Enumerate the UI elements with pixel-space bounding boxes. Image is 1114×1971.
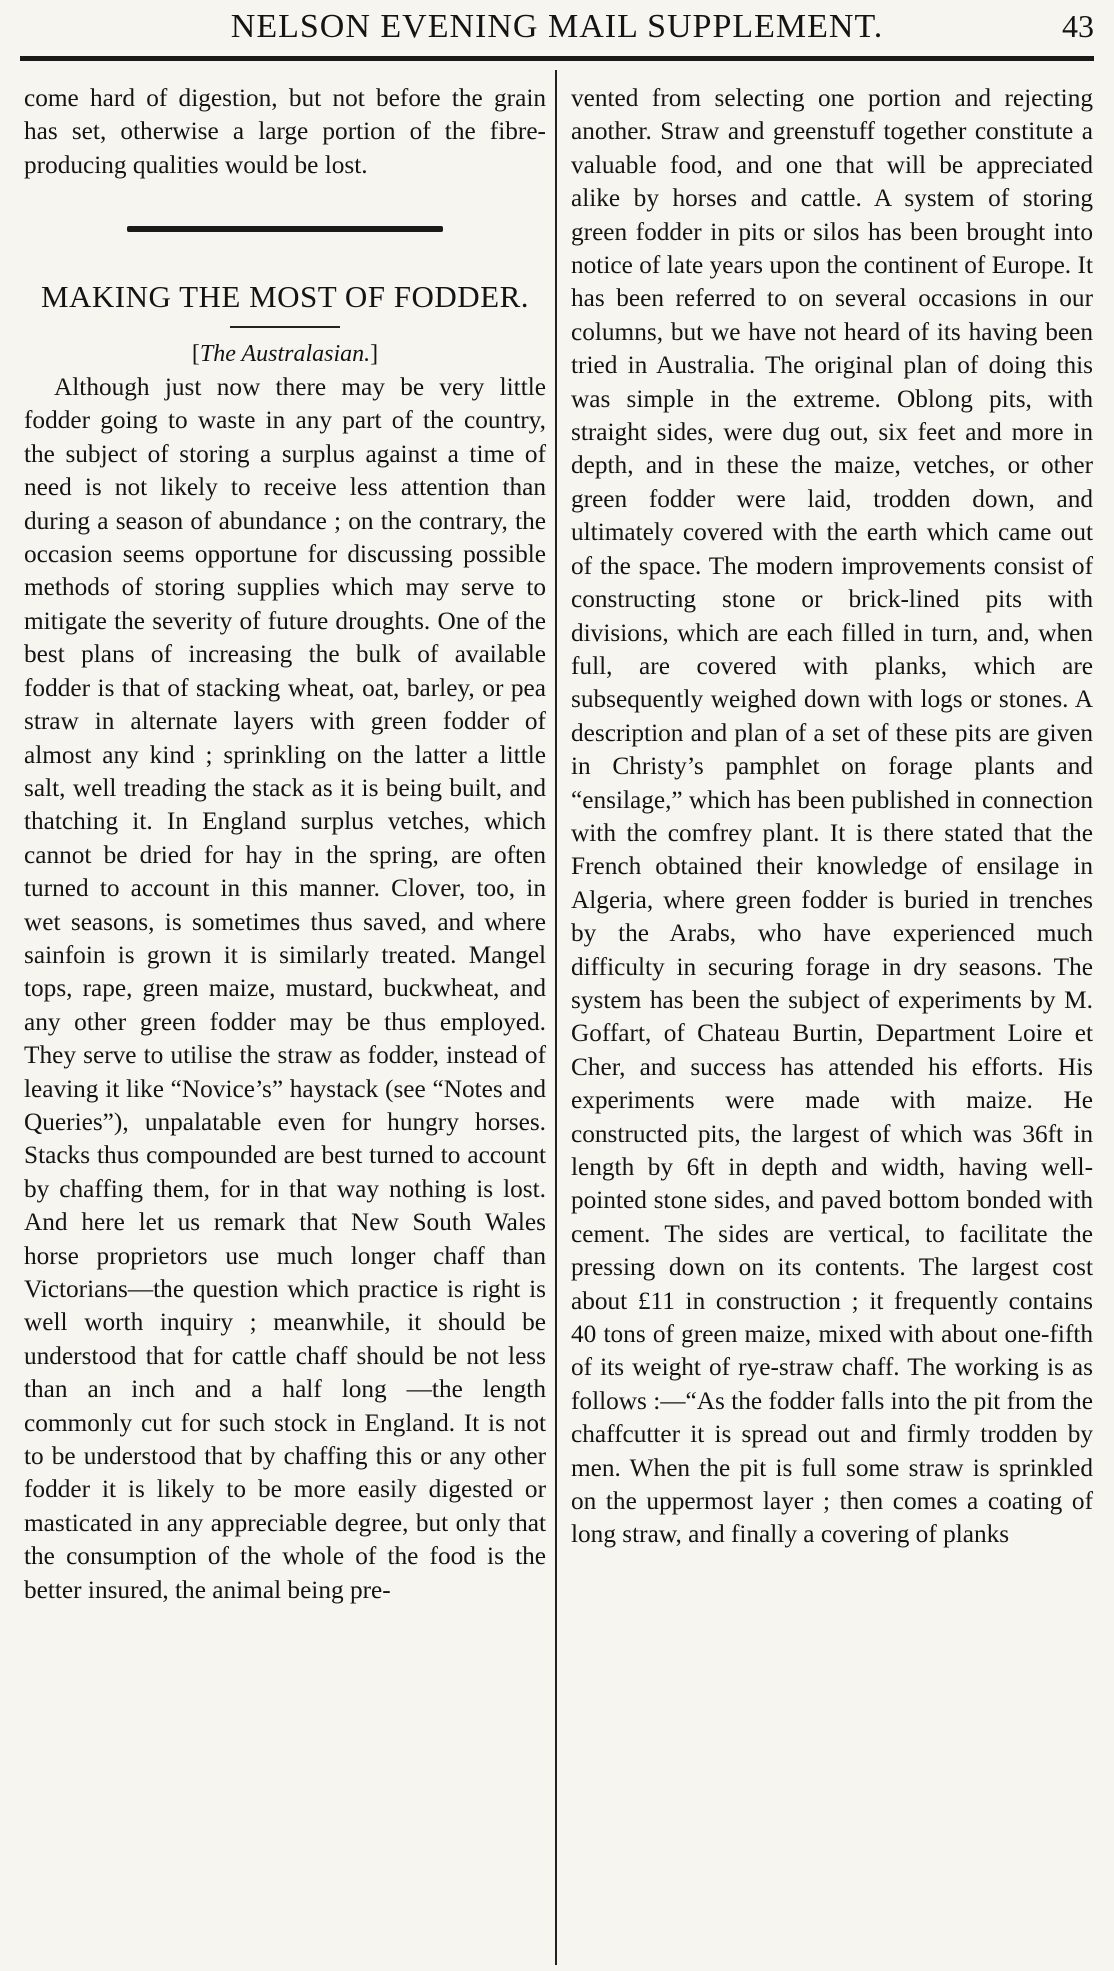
source-name: The Australasian. — [199, 340, 371, 367]
source-bracket-open: [ — [191, 340, 200, 367]
page-header — [20, 8, 1094, 50]
page-title: NELSON EVENING MAIL SUPPLEMENT. — [230, 8, 884, 45]
headline-rule — [230, 326, 340, 328]
previous-article-ending: come hard of digestion, but not before the grain has set, otherwise a large portion of the fibre-producing qualities would be lost. — [24, 84, 546, 179]
column-divider — [555, 70, 557, 1965]
section-rule — [127, 226, 443, 232]
column-left — [24, 82, 546, 1607]
source-bracket-close: ] — [370, 340, 379, 367]
column-right — [571, 82, 1093, 1552]
article-source — [24, 338, 546, 371]
header-rule — [20, 56, 1094, 61]
article-body-left: Although just now there may be very little fodder going to waste in any part of the country, the subject of storing a surplus against a time of need is not likely to receive less attention than during a season of abundance ; on the contrary, the occasion seems opportune for discussing possible methods of storing supplies which may serve to mitigate the severity of future droughts. One of the best plans of increasing the bulk of available fodder is that of stacking wheat, oat, barley, or pea straw in alternate layers with green fodder of almost any kind ; sprinkling on the latter a little salt, well treading the stack as it is being built, and thatching it. In England surplus vetches, which cannot be dried for hay in the spring, are often turned to account in this manner. Clover, too, in wet seasons, is sometimes thus saved, and where sainfoin is grown it is similarly treated. Mangel tops, rape, green maize, mustard, buckwheat, and any other green fodder may be thus employed. They serve to utilise the straw as fodder, instead of leaving it like “Novice’s” haystack (see “Notes and Queries”), unpalatable even for hungry horses. Stacks thus compounded are best turned to account by chaffing them, for in that way nothing is lost. And here let us remark that New South Wales horse proprietors use much longer chaff than Victorians—the question which practice is right is well worth inquiry ; meanwhile, it should be understood that for cattle chaff should be not less than an inch and a half long —the length commonly cut for such stock in England. It is not to be understood that by chaffing this or any other fodder it is likely to be more easily digested or masticated in any appreciable degree, but only that the consumption of the whole of the food is the better insured, the animal being pre- — [24, 373, 546, 1604]
page-number: 43 — [1062, 8, 1094, 44]
article-headline: MAKING THE MOST OF FODDER. — [40, 279, 530, 315]
article-body-right: vented from selecting one portion and rejecting another. Straw and greenstuff together constitute a valuable food, and one that will be appreciated alike by horses and cattle. A system of storing green fodder in pits or silos has been brought into notice of late years upon the continent of Europe. It has been referred to on several occasions in our columns, but we have not heard of its having been tried in Australia. The original plan of doing this was simple in the extreme. Oblong pits, with straight sides, were dug out, six feet and more in depth, and in these the maize, vetches, or other green fodder were laid, trodden down, and ultimately covered with the earth which came out of the space. The modern improvements consist of constructing stone or brick-lined pits with divisions, which are each filled in turn, and, when full, are covered with planks, which are subsequently weighed down with logs or stones. A description and plan of a set of these pits are given in Christy’s pamphlet on forage plants and “ensilage,” which has been published in connection with the comfrey plant. It is there stated that the French obtained their knowledge of ensilage in Algeria, where green fodder is buried in trenches by the Arabs, who have experienced much difficulty in securing forage in dry seasons. The system has been the subject of experiments by M. Goffart, of Chateau Burtin, Department Loire et Cher, and success has attended his efforts. His experiments were made with maize. He constructed pits, the largest of which was 36ft in length by 6ft in depth and width, having well-pointed stone sides, and paved bottom bonded with cement. The sides are vertical, to facilitate the pressing down on its contents. The largest cost about £11 in construction ; it frequently contains 40 tons of green maize, mixed with about one-fifth of its weight of rye-straw chaff. The working is as follows :—“As the fodder falls into the pit from the chaffcutter it is spread out and firmly trodden by men. When the pit is full some straw is sprinkled on the uppermost layer ; then comes a coating of long straw, and finally a covering of planks — [571, 84, 1093, 1549]
